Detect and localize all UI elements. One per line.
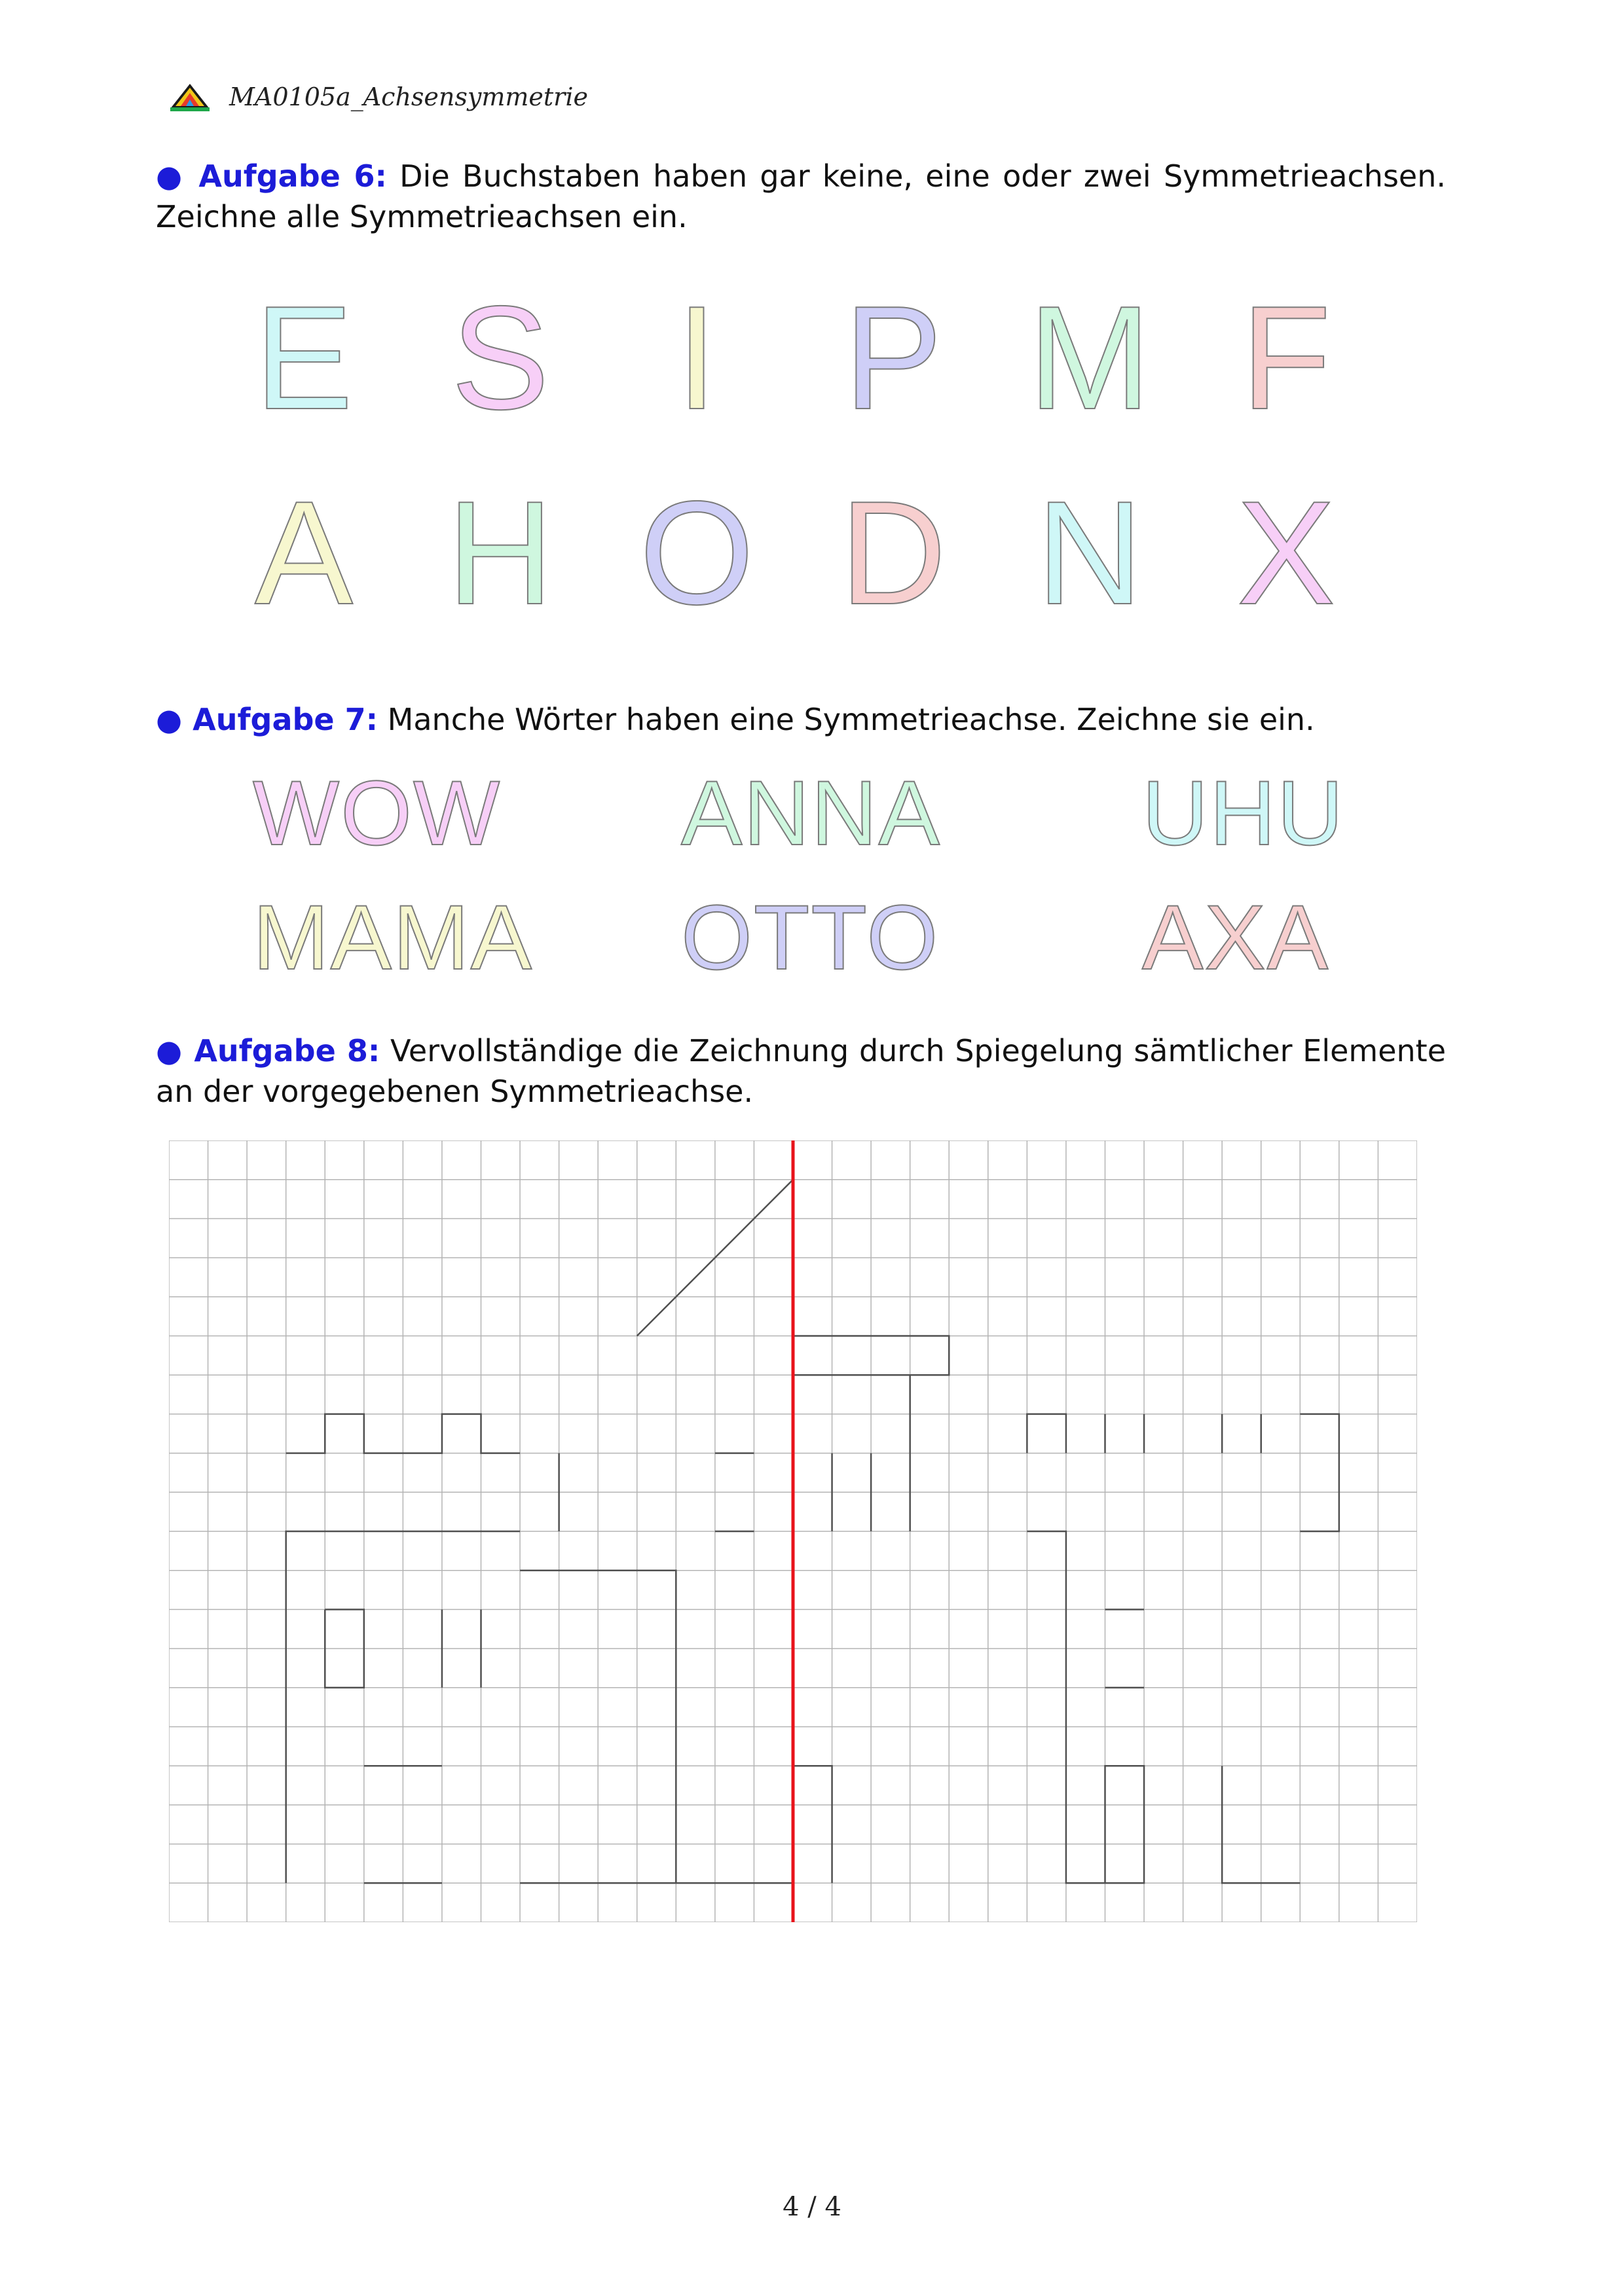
- letter-P: P: [843, 275, 943, 440]
- task-7-instruction: [156, 699, 1446, 740]
- letter-O: O: [639, 470, 754, 635]
- letter-M: M: [1028, 275, 1151, 440]
- task-6-text: Die Buchstaben haben gar keine, eine oder zwei Symmetrieachsen. Zeichne alle Symmetrieachsen ein.: [156, 158, 1447, 234]
- letter-A: A: [254, 470, 354, 635]
- task-7-text: Manche Wörter haben eine Symmetrieachse. Zeichne sie ein.: [387, 702, 1315, 737]
- task-6-instruction: [156, 156, 1446, 237]
- letter-N: N: [1036, 470, 1143, 635]
- letter-E: E: [254, 275, 354, 440]
- letter-F: F: [1241, 275, 1331, 440]
- task-6-label: ● Aufgabe 6:: [156, 158, 387, 194]
- axis-step: [793, 1766, 832, 1883]
- word-uhu: UHU: [1142, 761, 1345, 864]
- task-7-label: ● Aufgabe 7:: [156, 702, 378, 737]
- task-8-label: ● Aufgabe 8:: [156, 1033, 380, 1068]
- page-number: 4 / 4: [783, 2192, 841, 2222]
- word-anna: ANNA: [681, 761, 941, 864]
- right-tower-a: [1027, 1414, 1066, 1453]
- page-header: [169, 77, 588, 117]
- letter-X: X: [1236, 470, 1336, 635]
- right-pillar: [1027, 1531, 1144, 1883]
- letter-H: H: [447, 470, 554, 635]
- drawing-grid: [169, 1140, 1417, 1925]
- letter-S: S: [451, 275, 550, 440]
- word-otto: OTTO: [681, 886, 940, 989]
- colorful-mountain-logo-icon: [169, 82, 211, 111]
- task-8-text: Vervollständige die Zeichnung durch Spiegelung sämtlicher Elemente an der vorgegebenen Symmetrieachse.: [156, 1033, 1447, 1109]
- letter-D: D: [840, 470, 947, 635]
- grid-canvas: [169, 1140, 1417, 1922]
- word-axa: AXA: [1142, 886, 1330, 989]
- letter-I: I: [676, 275, 718, 440]
- task-8-instruction: [156, 1030, 1446, 1112]
- word-mama: MAMA: [253, 886, 533, 989]
- document-id: MA0105a_Achsensymmetrie: [229, 82, 588, 111]
- right-box: [1300, 1414, 1339, 1531]
- word-wow: WOW: [253, 761, 502, 864]
